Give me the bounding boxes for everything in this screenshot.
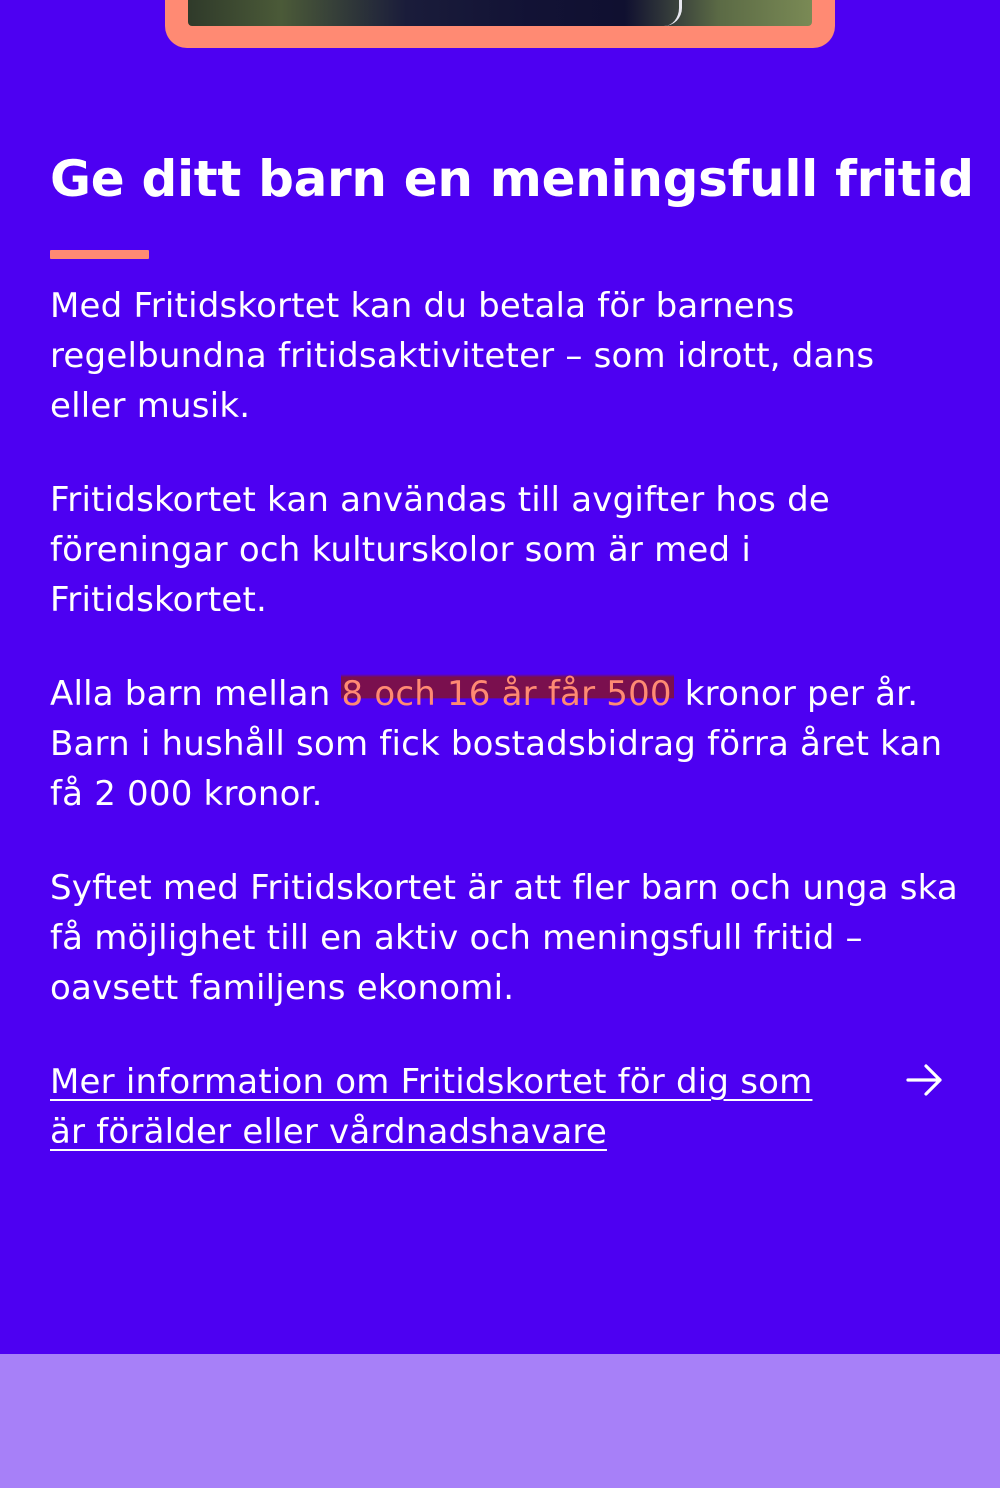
arrow-right-icon[interactable] <box>905 1062 945 1098</box>
page-title: Ge ditt barn en meningsfull fritid <box>50 150 974 208</box>
highlighted-age-amount: 8 och 16 år får 500 <box>341 674 672 714</box>
footer-band <box>0 1354 1000 1488</box>
usage-paragraph: Fritidskortet kan användas till avgifter hos de föreningar och kulturskolor som är med i Fritidskortet. <box>50 480 830 620</box>
purpose-paragraph: Syftet med Fritidskortet är att fler barn och unga ska få möjlighet till en aktiv och meningsfull fritid – oavsett familjens ekonomi. <box>50 868 958 1008</box>
amount-text-start: Alla barn mellan <box>50 674 342 714</box>
title-accent-divider <box>50 250 149 259</box>
more-info-link[interactable]: Mer information om Fritidskortet för dig som är förälder eller vårdnadshavare <box>50 1062 813 1152</box>
hero-image <box>188 0 812 26</box>
intro-paragraph: Med Fritidskortet kan du betala för barnens regelbundna fritidsaktiviteter – som idrott, dans eller musik. <box>50 286 875 426</box>
amount-paragraph <box>50 669 960 819</box>
amount-text-end: kronor per år. Barn i hushåll som fick bostadsbidrag förra året kan få 2 000 kronor. <box>50 674 943 814</box>
